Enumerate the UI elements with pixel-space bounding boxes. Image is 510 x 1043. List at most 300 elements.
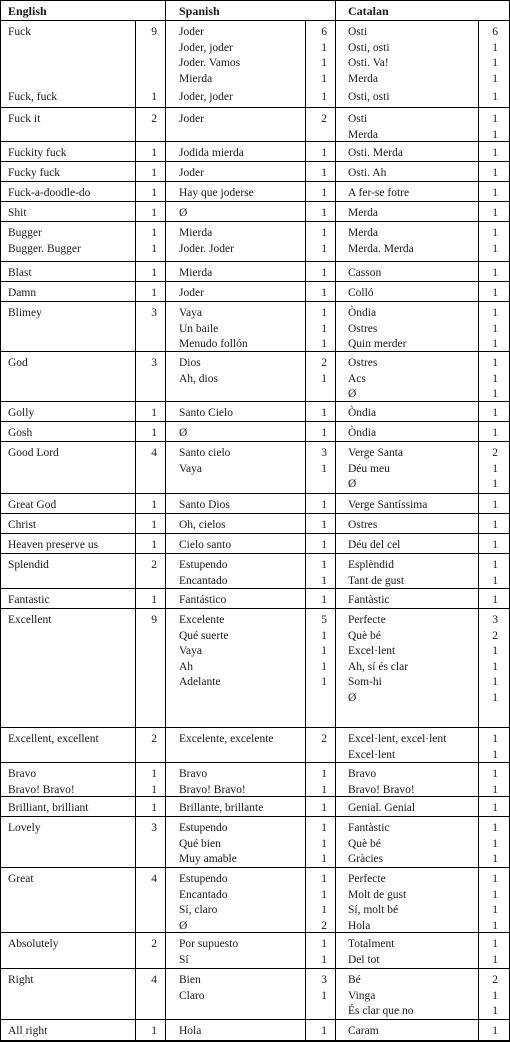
spanish-count: 1 — [321, 462, 327, 475]
spanish-count: 1 — [321, 904, 327, 916]
spanish-term: Santo Cielo — [179, 407, 233, 419]
catalan-count: 1 — [492, 822, 498, 834]
english-count: 1 — [151, 287, 157, 299]
row-rule — [0, 553, 510, 554]
row-rule — [0, 493, 510, 494]
english-count: 1 — [151, 594, 157, 606]
catalan-term: Esplèndid — [348, 559, 394, 571]
catalan-count: 1 — [492, 1005, 498, 1017]
spanish-count: 1 — [321, 187, 327, 199]
catalan-count: 1 — [492, 338, 498, 350]
catalan-term: Tant de gust — [348, 574, 405, 587]
spanish-count: 1 — [321, 372, 327, 385]
catalan-count: 6 — [492, 26, 498, 38]
catalan-term: Vinga — [348, 989, 376, 1002]
catalan-count: 1 — [492, 748, 498, 761]
spanish-count: 1 — [321, 307, 327, 319]
english-term: Great — [8, 873, 34, 885]
catalan-count: 1 — [492, 41, 498, 54]
catalan-term: Acs — [348, 372, 366, 385]
header-spanish: Spanish — [179, 4, 220, 18]
english-term: Good Lord — [8, 447, 59, 459]
spanish-term: Vaya — [179, 462, 202, 475]
english-count: 4 — [151, 447, 157, 459]
spanish-term: Joder. Joder — [179, 242, 234, 255]
spanish-term: Qué bien — [179, 837, 221, 850]
catalan-term: Osti, osti — [348, 41, 390, 54]
col-border — [0, 0, 1, 1042]
catalan-term: Déu meu — [348, 462, 390, 475]
catalan-count: 1 — [492, 128, 498, 141]
spanish-count: 1 — [321, 837, 327, 850]
spanish-count: 1 — [321, 645, 327, 657]
english-count: 1 — [151, 499, 157, 511]
english-term: Bravo — [8, 768, 37, 780]
spanish-count: 1 — [321, 938, 327, 950]
spanish-count: 1 — [321, 242, 327, 255]
catalan-term: Osti — [348, 113, 368, 125]
count-divider — [135, 20, 136, 1042]
spanish-term: Joder — [179, 26, 204, 38]
catalan-term: Merda — [348, 207, 379, 219]
catalan-term: Hola — [348, 919, 371, 932]
catalan-count: 1 — [492, 322, 498, 335]
spanish-term: Jodida mierda — [179, 147, 244, 159]
english-count: 4 — [151, 873, 157, 885]
spanish-term: Bravo! Bravo! — [179, 783, 246, 796]
english-count: 3 — [151, 307, 157, 319]
catalan-count: 1 — [492, 242, 498, 255]
row-rule — [0, 513, 510, 514]
spanish-count: 1 — [321, 519, 327, 531]
catalan-term: Del tot — [348, 953, 380, 966]
spanish-term: Menudo follón — [179, 338, 248, 350]
catalan-count: 1 — [492, 478, 498, 490]
english-term: Gosh — [8, 427, 33, 439]
english-count: 2 — [151, 113, 157, 125]
row-rule — [0, 161, 510, 162]
catalan-term: Ostres — [348, 357, 378, 369]
spanish-count: 1 — [321, 322, 327, 335]
catalan-count: 1 — [492, 574, 498, 587]
english-count: 3 — [151, 822, 157, 834]
catalan-count: 1 — [492, 462, 498, 475]
english-count: 1 — [151, 768, 157, 780]
english-count: 2 — [151, 733, 157, 745]
catalan-term: Genial. Genial — [348, 802, 416, 814]
spanish-term: Hola — [179, 1025, 202, 1037]
catalan-term: Gràcies — [348, 853, 384, 865]
spanish-term: Adelante — [179, 676, 221, 688]
english-term: Fuck, fuck — [8, 91, 58, 103]
spanish-term: Hay que joderse — [179, 187, 254, 199]
catalan-term: Ostres — [348, 322, 378, 335]
spanish-count: 1 — [321, 407, 327, 419]
spanish-count: 1 — [321, 676, 327, 688]
catalan-term: Osti. Va! — [348, 57, 389, 69]
spanish-count: 1 — [321, 559, 327, 571]
catalan-term: Ø — [348, 388, 357, 400]
spanish-count: 1 — [321, 873, 327, 885]
spanish-count: 1 — [321, 783, 327, 796]
spanish-term: Mierda — [179, 227, 213, 239]
english-count: 1 — [151, 1025, 157, 1037]
spanish-term: Por supuesto — [179, 938, 239, 950]
row-rule — [0, 867, 510, 868]
top-rule — [0, 0, 510, 1]
english-count: 1 — [151, 242, 157, 255]
catalan-count: 1 — [492, 676, 498, 688]
catalan-count: 1 — [492, 91, 498, 103]
english-term: Blast — [8, 267, 32, 279]
spanish-count: 1 — [321, 147, 327, 159]
row-rule — [0, 107, 510, 108]
spanish-term: Joder. Vamos — [179, 57, 241, 69]
row-rule — [0, 301, 510, 302]
row-rule — [0, 1019, 510, 1020]
catalan-term: Déu del cel — [348, 539, 401, 551]
catalan-count: 1 — [492, 873, 498, 885]
catalan-term: Bravo! Bravo! — [348, 783, 415, 796]
english-term: Absolutely — [8, 938, 59, 950]
english-term: Heaven preserve us — [8, 539, 99, 551]
spanish-term: Brillante, brillante — [179, 802, 264, 814]
english-term: Christ — [8, 519, 37, 531]
catalan-term: Ostres — [348, 519, 378, 531]
spanish-term: Joder, joder — [179, 41, 233, 54]
english-term: Blimey — [8, 307, 42, 319]
catalan-count: 1 — [492, 733, 498, 745]
spanish-term: Santo Dios — [179, 499, 230, 511]
spanish-count: 3 — [321, 447, 327, 459]
catalan-count: 2 — [492, 447, 498, 459]
english-term: Fantastic — [8, 594, 50, 606]
catalan-count: 1 — [492, 227, 498, 239]
catalan-count: 1 — [492, 691, 498, 704]
catalan-count: 1 — [492, 147, 498, 159]
spanish-term: Joder, joder — [179, 91, 233, 103]
english-count: 1 — [151, 802, 157, 814]
row-rule — [0, 762, 510, 763]
spanish-term: Ø — [179, 207, 188, 219]
spanish-count: 1 — [321, 660, 327, 673]
row-rule — [0, 796, 510, 797]
catalan-term: Ø — [348, 691, 357, 704]
row-rule — [0, 181, 510, 182]
catalan-count: 1 — [492, 388, 498, 400]
row-rule — [0, 533, 510, 534]
catalan-count: 1 — [492, 287, 498, 299]
catalan-term: Osti. Ah — [348, 167, 387, 179]
spanish-count: 1 — [321, 499, 327, 511]
catalan-count: 1 — [492, 888, 498, 901]
english-term: Brilliant, brilliant — [8, 802, 89, 814]
row-rule — [0, 932, 510, 933]
catalan-term: És clar que no — [348, 1005, 414, 1017]
english-count: 1 — [151, 227, 157, 239]
english-term: Fucky fuck — [8, 167, 61, 179]
spanish-term: Estupendo — [179, 822, 228, 834]
spanish-term: Excelente, excelente — [179, 733, 274, 745]
catalan-count: 1 — [492, 660, 498, 673]
catalan-term: Perfecte — [348, 873, 386, 885]
spanish-term: Cielo santo — [179, 539, 232, 551]
catalan-term: Caram — [348, 1025, 379, 1037]
spanish-term: Ø — [179, 427, 188, 439]
catalan-count: 1 — [492, 519, 498, 531]
catalan-count: 1 — [492, 113, 498, 125]
spanish-count: 1 — [321, 167, 327, 179]
english-count: 4 — [151, 974, 157, 986]
english-count: 2 — [151, 559, 157, 571]
spanish-count: 1 — [321, 207, 327, 219]
catalan-term: Verge Santíssima — [348, 499, 428, 511]
english-count: 1 — [151, 407, 157, 419]
spanish-count: 1 — [321, 629, 327, 642]
catalan-count: 1 — [492, 989, 498, 1002]
catalan-term: Verge Santa — [348, 447, 404, 459]
spanish-count: 1 — [321, 72, 327, 85]
spanish-count: 1 — [321, 853, 327, 865]
spanish-count: 1 — [321, 338, 327, 350]
spanish-count: 1 — [321, 989, 327, 1002]
english-term: All right — [8, 1025, 48, 1037]
english-term: Excellent — [8, 614, 52, 626]
english-term: Shit — [8, 207, 27, 219]
catalan-count: 1 — [492, 267, 498, 279]
spanish-term: Joder — [179, 287, 204, 299]
catalan-term: Osti — [348, 26, 368, 38]
spanish-count: 5 — [321, 614, 327, 626]
catalan-term: Perfecte — [348, 614, 386, 626]
english-term: Damn — [8, 287, 37, 299]
spanish-term: Joder — [179, 167, 204, 179]
catalan-term: Fantàstic — [348, 822, 390, 834]
catalan-term: Excel·lent — [348, 748, 396, 761]
spanish-count: 2 — [321, 113, 327, 125]
spanish-count: 2 — [321, 357, 327, 369]
catalan-count: 1 — [492, 768, 498, 780]
spanish-term: Bravo — [179, 768, 208, 780]
spanish-term: Sí — [179, 953, 189, 966]
spanish-count: 1 — [321, 91, 327, 103]
spanish-term: Oh, cielos — [179, 519, 226, 531]
spanish-count: 1 — [321, 539, 327, 551]
catalan-count: 2 — [492, 974, 498, 986]
english-count: 2 — [151, 938, 157, 950]
catalan-term: Colló — [348, 287, 374, 299]
header-catalan: Catalan — [348, 4, 389, 18]
row-rule — [0, 816, 510, 817]
catalan-term: Què bé — [348, 629, 381, 642]
english-count: 9 — [151, 26, 157, 38]
spanish-count: 1 — [321, 888, 327, 901]
catalan-count: 1 — [492, 953, 498, 966]
catalan-term: Som-hi — [348, 676, 382, 688]
catalan-term: Què bé — [348, 837, 381, 850]
english-count: 1 — [151, 91, 157, 103]
bottom-rule — [0, 1041, 510, 1042]
catalan-count: 1 — [492, 539, 498, 551]
spanish-count: 1 — [321, 287, 327, 299]
english-count: 3 — [151, 357, 157, 369]
spanish-term: Mierda — [179, 72, 213, 85]
spanish-count: 1 — [321, 594, 327, 606]
count-divider — [305, 20, 306, 1042]
row-rule — [0, 968, 510, 969]
catalan-term: Bravo — [348, 768, 377, 780]
spanish-term: Estupendo — [179, 873, 228, 885]
catalan-term: Excel·lent — [348, 645, 396, 657]
spanish-term: Ah — [179, 660, 194, 673]
spanish-term: Encantado — [179, 888, 228, 901]
spanish-term: Claro — [179, 989, 205, 1002]
english-term: Right — [8, 974, 34, 986]
english-term: Bravo! Bravo! — [8, 783, 75, 796]
catalan-count: 1 — [492, 783, 498, 796]
spanish-term: Vaya — [179, 645, 202, 657]
catalan-count: 1 — [492, 919, 498, 932]
row-rule — [0, 221, 510, 222]
catalan-term: Merda — [348, 227, 379, 239]
catalan-count: 1 — [492, 499, 498, 511]
english-term: Fuck — [8, 26, 31, 38]
english-count: 1 — [151, 783, 157, 796]
catalan-term: Òndia — [348, 407, 377, 419]
catalan-term: Òndia — [348, 427, 377, 439]
catalan-count: 1 — [492, 427, 498, 439]
spanish-term: Vaya — [179, 307, 202, 319]
spanish-term: Fantástico — [179, 594, 227, 606]
catalan-count: 1 — [492, 72, 498, 85]
english-term: Fuck-a-doodle-do — [8, 187, 91, 199]
spanish-term: Ø — [179, 919, 188, 932]
catalan-count: 1 — [492, 853, 498, 865]
col-border — [335, 0, 336, 1042]
row-rule — [0, 401, 510, 402]
catalan-count: 1 — [492, 207, 498, 219]
spanish-term: Dios — [179, 357, 201, 369]
spanish-count: 1 — [321, 822, 327, 834]
row-rule — [0, 201, 510, 202]
english-term: Great God — [8, 499, 57, 511]
catalan-term: Merda. Merda — [348, 242, 414, 255]
header-english: English — [8, 4, 47, 18]
spanish-count: 1 — [321, 57, 327, 69]
catalan-count: 1 — [492, 559, 498, 571]
catalan-count: 1 — [492, 837, 498, 850]
catalan-term: Osti. Merda — [348, 147, 403, 159]
spanish-count: 3 — [321, 974, 327, 986]
row-rule — [0, 608, 510, 609]
english-term: Lovely — [8, 822, 41, 834]
english-count: 1 — [151, 187, 157, 199]
catalan-term: Ah, sí és clar — [348, 660, 409, 673]
catalan-term: Bé — [348, 974, 361, 986]
english-count: 1 — [151, 147, 157, 159]
row-rule — [0, 588, 510, 589]
spanish-term: Sí, claro — [179, 904, 218, 916]
catalan-count: 1 — [492, 307, 498, 319]
row-rule — [0, 261, 510, 262]
catalan-term: Casson — [348, 267, 382, 279]
spanish-term: Excelente — [179, 614, 225, 626]
row-rule — [0, 441, 510, 442]
catalan-count: 1 — [492, 407, 498, 419]
spanish-count: 1 — [321, 1025, 327, 1037]
header-rule — [0, 20, 510, 21]
catalan-term: Excel·lent, excel·lent — [348, 733, 447, 745]
english-count: 1 — [151, 539, 157, 551]
catalan-term: Merda — [348, 128, 379, 141]
catalan-term: Merda — [348, 72, 379, 85]
catalan-count: 1 — [492, 802, 498, 814]
spanish-count: 1 — [321, 427, 327, 439]
spanish-term: Ah, dios — [179, 372, 218, 385]
catalan-term: Quin merder — [348, 338, 407, 350]
col-border — [165, 0, 166, 1042]
spanish-count: 1 — [321, 574, 327, 587]
catalan-count: 1 — [492, 167, 498, 179]
english-term: Excellent, excellent — [8, 733, 99, 745]
english-term: Bugger. Bugger — [8, 242, 81, 255]
catalan-count: 3 — [492, 614, 498, 626]
spanish-term: Bien — [179, 974, 201, 986]
catalan-count: 1 — [492, 357, 498, 369]
english-count: 9 — [151, 614, 157, 626]
spanish-term: Muy amable — [179, 853, 237, 865]
spanish-count: 1 — [321, 227, 327, 239]
catalan-count: 1 — [492, 372, 498, 385]
english-count: 1 — [151, 519, 157, 531]
catalan-term: Ø — [348, 478, 357, 490]
english-term: Fuckity fuck — [8, 147, 67, 159]
spanish-term: Estupendo — [179, 559, 228, 571]
row-rule — [0, 351, 510, 352]
catalan-term: Fantàstic — [348, 594, 390, 606]
catalan-count: 1 — [492, 1025, 498, 1037]
spanish-term: Joder — [179, 113, 204, 125]
row-rule — [0, 141, 510, 142]
english-term: Fuck it — [8, 113, 41, 125]
catalan-term: A fer-se fotre — [348, 187, 410, 199]
spanish-count: 1 — [321, 802, 327, 814]
spanish-count: 6 — [321, 26, 327, 38]
spanish-term: Santo cielo — [179, 447, 231, 459]
spanish-count: 2 — [321, 919, 327, 932]
english-term: Bugger — [8, 227, 42, 239]
english-term: Splendid — [8, 559, 49, 571]
catalan-term: Òndia — [348, 307, 377, 319]
row-rule — [0, 421, 510, 422]
catalan-count: 1 — [492, 187, 498, 199]
english-term: Golly — [8, 407, 35, 419]
row-rule — [0, 281, 510, 282]
catalan-count: 1 — [492, 57, 498, 69]
spanish-count: 2 — [321, 733, 327, 745]
catalan-count: 1 — [492, 594, 498, 606]
spanish-count: 1 — [321, 41, 327, 54]
english-count: 1 — [151, 207, 157, 219]
catalan-count: 1 — [492, 938, 498, 950]
spanish-count: 1 — [321, 267, 327, 279]
catalan-term: Molt de gust — [348, 888, 407, 901]
spanish-term: Un baile — [179, 322, 219, 335]
catalan-count: 1 — [492, 904, 498, 916]
spanish-count: 1 — [321, 953, 327, 966]
english-count: 1 — [151, 427, 157, 439]
catalan-count: 2 — [492, 629, 498, 642]
